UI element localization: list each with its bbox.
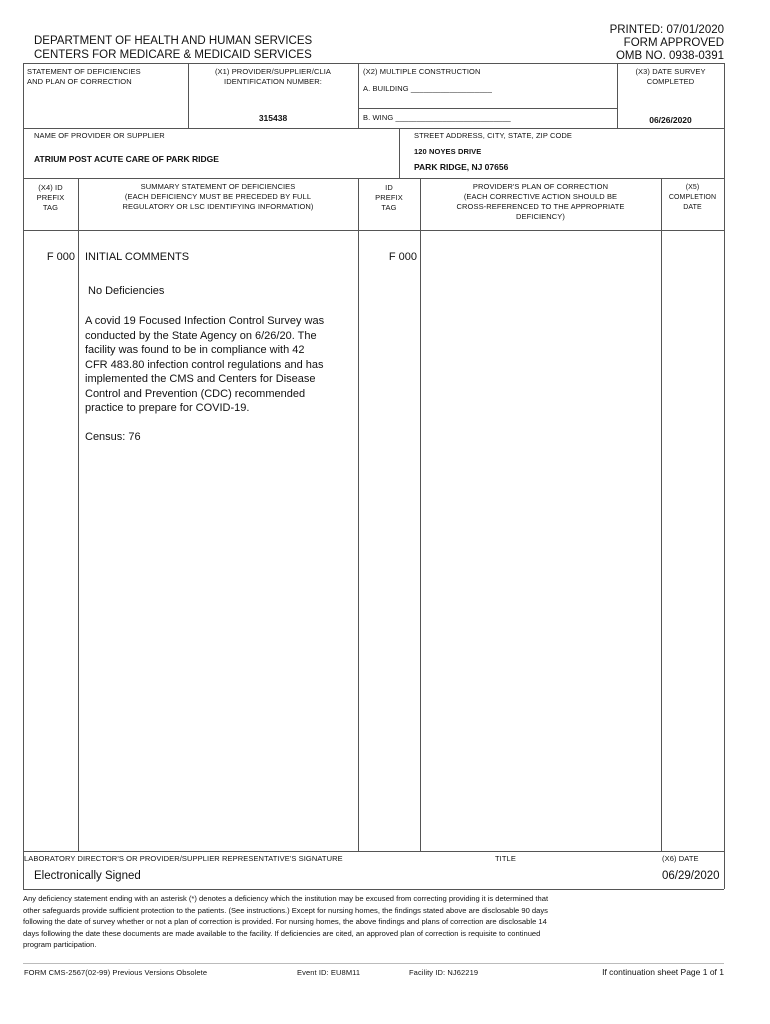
event-id: Event ID: EU8M11 <box>297 968 361 977</box>
divider-col-id <box>420 178 421 851</box>
form-top-border <box>23 63 724 64</box>
x3-value: 06/26/2020 <box>649 115 692 125</box>
entry-paragraph: A covid 19 Focused Infection Control Survey was conducted by the State Agency on 6/26/20. The facility was found to be in compliance with 42 CFR 483.80 infection control regulations and has implemented the CMS and Centers for Disease Control and Prevention (CDC) recommended practice to prepare for COVID-19. <box>85 315 325 414</box>
footer-rule <box>23 963 724 964</box>
signature-label: LABORATORY DIRECTOR'S OR PROVIDER/SUPPLIER REPRESENTATIVE'S SIGNATURE <box>24 854 343 863</box>
printed-date: PRINTED: 07/01/2020 <box>609 24 724 36</box>
divider-provider <box>23 128 724 129</box>
tag-left: F 000 <box>46 251 75 263</box>
divider-address <box>399 128 400 178</box>
building-label: A. BUILDING ___________________ <box>363 84 493 93</box>
col-header-x5: (X5) COMPLETION DATE <box>668 184 717 211</box>
x2-label: (X2) MULTIPLE CONSTRUCTION <box>363 67 481 76</box>
x1-value: 315438 <box>258 113 288 123</box>
form-number: FORM CMS-2567(02-99) Previous Versions Obsolete <box>24 968 208 977</box>
col-header-summary: SUMMARY STATEMENT OF DEFICIENCIES (EACH DEFICIENCY MUST BE PRECEDED BY FULL REGULATORY OR LSC IDENTIFYING INFORMATION) <box>122 182 314 211</box>
provider-name-label: NAME OF PROVIDER OR SUPPLIER <box>34 131 165 140</box>
facility-id: Facility ID: NJ62219 <box>409 968 479 977</box>
col-header-plan: PROVIDER'S PLAN OF CORRECTION (EACH CORRECTIVE ACTION SHOULD BE CROSS-REFERENCED TO THE APPROPRIATE DEFICIENCY) <box>456 182 625 221</box>
divider-x2 <box>358 63 359 128</box>
entry-title: INITIAL COMMENTS <box>85 251 190 263</box>
divider-entries <box>23 230 724 231</box>
col-header-id: ID PREFIX TAG <box>375 183 403 212</box>
department-name: DEPARTMENT OF HEALTH AND HUMAN SERVICES <box>34 35 313 47</box>
date-label: (X6) DATE <box>662 854 699 863</box>
divider-col-summary <box>358 178 359 851</box>
omb-number: OMB NO. 0938-0391 <box>615 50 724 62</box>
form-right-border <box>724 63 725 889</box>
disclaimer: Any deficiency statement ending with an asterisk (*) denotes a deficiency which the institution may be excused from correcting providing it is determined that other safeguards provide sufficient protection to the patients. (See instructions.) Except for nursing homes, the findings stated above are disclosable 90 days following the date of survey whether or not a plan of correction is provided. For nursing homes, the above findings and plans of correction are disclosable 14 days following the date these documents are made available to the facility. If deficiencies are cited, an approved plan of correction is requisite to continued program participation. <box>23 894 549 949</box>
divider-disclaimer <box>23 889 724 890</box>
statement-label: STATEMENT OF DEFICIENCIES AND PLAN OF CORRECTION <box>27 67 141 86</box>
census: Census: 76 <box>85 431 141 443</box>
divider-wing <box>358 108 617 109</box>
provider-name: ATRIUM POST ACUTE CARE OF PARK RIDGE <box>34 154 219 164</box>
divider-columns <box>23 178 724 179</box>
continuation-page: If continuation sheet Page 1 of 1 <box>602 967 724 977</box>
signature-value: Electronically Signed <box>34 870 141 882</box>
form-approved: FORM APPROVED <box>623 37 724 49</box>
title-label: TITLE <box>495 854 516 863</box>
no-deficiencies: No Deficiencies <box>88 285 165 297</box>
tag-right: F 000 <box>388 251 417 263</box>
divider-col-x4 <box>78 178 79 851</box>
divider-col-plan <box>661 178 662 851</box>
wing-label: B. WING ___________________________ <box>363 113 511 122</box>
signature-date: 06/29/2020 <box>662 870 720 882</box>
divider-signature <box>23 851 724 852</box>
centers-name: CENTERS FOR MEDICARE & MEDICAID SERVICES <box>34 49 312 61</box>
address-label: STREET ADDRESS, CITY, STATE, ZIP CODE <box>414 131 573 140</box>
city-state-zip: PARK RIDGE, NJ 07656 <box>414 162 509 172</box>
x3-label: (X3) DATE SURVEY COMPLETED <box>635 67 706 86</box>
street-address: 120 NOYES DRIVE <box>414 147 482 156</box>
x1-label: (X1) PROVIDER/SUPPLIER/CLIA IDENTIFICATION NUMBER: <box>214 67 332 86</box>
col-header-x4: (X4) ID PREFIX TAG <box>36 183 65 212</box>
